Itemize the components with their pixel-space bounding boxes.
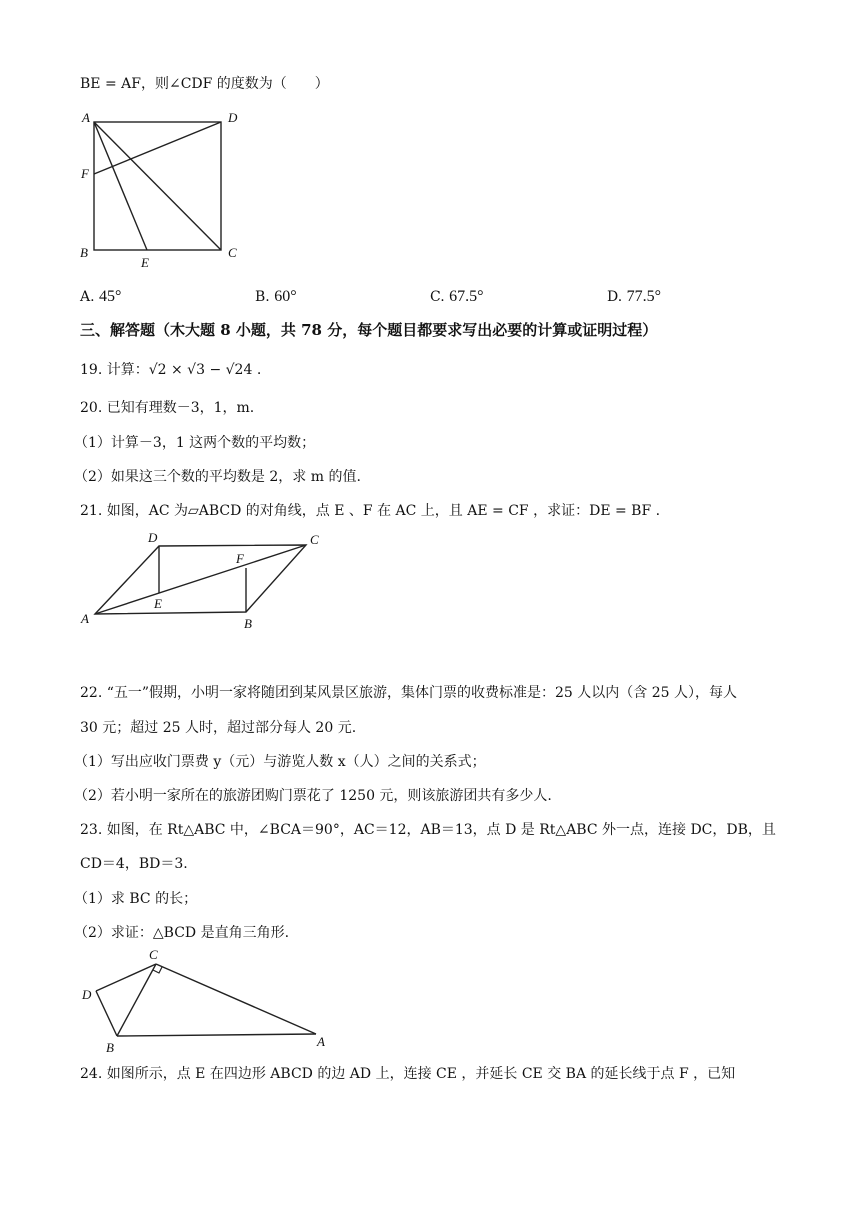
- option-value: 60°: [274, 288, 297, 305]
- q23-line-2: CD＝4，BD＝3.: [80, 856, 188, 872]
- option-label: B.: [255, 289, 270, 305]
- q21-label-d: D: [148, 530, 158, 545]
- q21-parallelogram-figure: [76, 526, 336, 636]
- q21-label-f: F: [236, 551, 244, 566]
- q24-text: 24. 如图所示，点 E 在四边形 ABCD 的边 AD 上，连接 CE ，并延长 CE 交 BA 的延长线于点 F ，已知: [80, 1066, 736, 1082]
- q20-stem: 20. 已知有理数－3，1，m.: [80, 400, 255, 416]
- q18-label-a: A: [82, 110, 90, 125]
- q19-text: 19. 计算：√2 × √3 − √24 .: [80, 362, 262, 378]
- q22-part-2: （2）若小明一家所在的旅游团购门票花了 1250 元，则该旅游团共有多少人.: [74, 788, 552, 804]
- q18-option-d[interactable]: [607, 288, 661, 306]
- q23-line-1: 23. 如图，在 Rt△ABC 中，∠BCA＝90°，AC＝12，AB＝13，点 D 是 Rt△ABC 外一点，连接 DC，DB，且: [80, 822, 776, 838]
- q23-label-b: B: [106, 1040, 114, 1055]
- option-value: 45°: [99, 288, 122, 305]
- q22-line-2: 30 元；超过 25 人时，超过部分每人 20 元.: [80, 720, 357, 736]
- q18-label-b: B: [80, 245, 88, 260]
- q18-option-c[interactable]: [430, 288, 484, 306]
- q18-stem-tail: BE = AF，则∠CDF 的度数为（ ）: [80, 76, 329, 92]
- q23-label-c: C: [149, 947, 158, 962]
- q23-label-d: D: [82, 987, 92, 1002]
- q22-part-1: （1）写出应收门票费 y（元）与游览人数 x（人）之间的关系式；: [74, 754, 486, 770]
- q18-label-c: C: [228, 245, 237, 260]
- q20-part-2: （2）如果这三个数的平均数是 2，求 m 的值.: [74, 469, 361, 485]
- section-3-heading: 三、解答题（木大题 8 小题，共 78 分，每个题目都要求写出必要的计算或证明过程）: [80, 321, 658, 339]
- q23-label-a: A: [317, 1034, 325, 1049]
- q21-label-e: E: [154, 596, 162, 611]
- option-value: 67.5°: [449, 288, 484, 305]
- q23-part-1: （1）求 BC 的长；: [74, 891, 198, 907]
- option-label: A.: [80, 289, 95, 305]
- q18-option-b[interactable]: [255, 288, 297, 306]
- q18-label-e: E: [141, 255, 149, 270]
- q21-text: 21. 如图，AC 为▱ABCD 的对角线，点 E 、F 在 AC 上，且 AE = CF ，求证：DE = BF .: [80, 503, 661, 519]
- q21-label-b: B: [244, 616, 252, 631]
- option-label: D.: [607, 289, 623, 305]
- q23-triangle-figure: [76, 944, 346, 1059]
- q18-label-f: F: [81, 166, 89, 181]
- q18-label-d: D: [228, 110, 238, 125]
- option-value: 77.5°: [626, 288, 662, 305]
- q23-part-2: （2）求证：△BCD 是直角三角形.: [74, 925, 290, 941]
- q18-square-figure: [74, 108, 254, 273]
- option-label: C.: [430, 289, 445, 305]
- q21-label-c: C: [310, 532, 319, 547]
- q21-label-a: A: [81, 611, 89, 626]
- q20-part-1: （1）计算－3，1 这两个数的平均数；: [74, 435, 316, 451]
- q22-line-1: 22. “五一”假期，小明一家将随团到某风景区旅游，集体门票的收费标准是：25 人以内（含 25 人），每人: [80, 685, 738, 701]
- q18-option-a[interactable]: [80, 288, 121, 306]
